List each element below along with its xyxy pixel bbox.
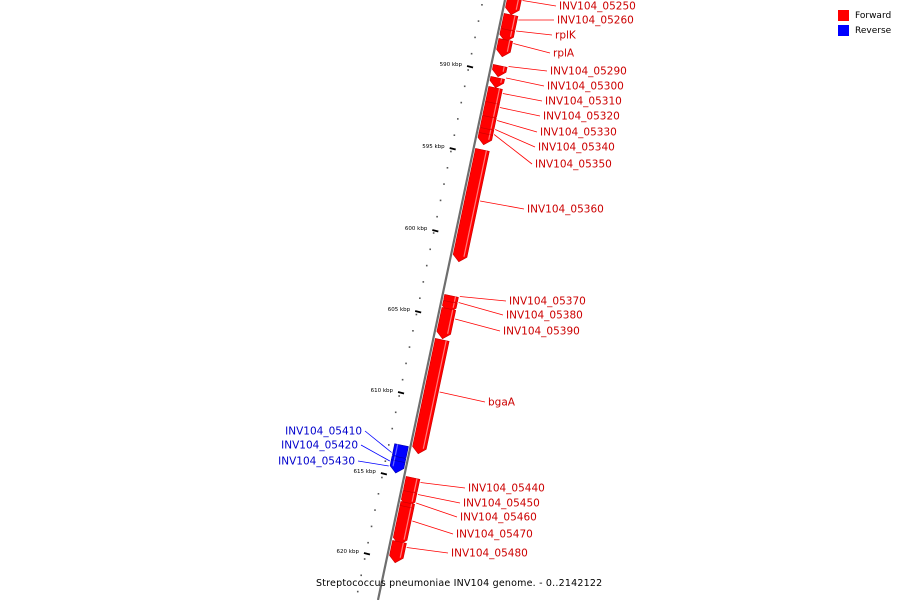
gene-label-INV104_05330[interactable]: INV104_05330	[540, 126, 617, 139]
gene-label-INV104_05460[interactable]: INV104_05460	[460, 511, 537, 524]
gene-arrow-bgaA[interactable]	[413, 338, 450, 453]
reverse-swatch	[838, 25, 849, 36]
leader-line	[460, 297, 506, 302]
gene-features	[387, 0, 522, 563]
leader-line	[418, 495, 460, 504]
gene-arrow-INV104_05300[interactable]	[490, 76, 505, 87]
gene-label-rplA[interactable]: rplA	[553, 47, 575, 60]
gene-label-INV104_05250[interactable]: INV104_05250	[559, 0, 636, 13]
minor-tick	[412, 330, 414, 332]
leader-line	[513, 44, 550, 54]
leader-line	[503, 94, 542, 102]
gene-arrow-INV104_05290[interactable]	[492, 64, 507, 76]
tick-label: 610 kbp	[370, 388, 394, 394]
leader-line	[523, 1, 556, 7]
legend-forward-label: Forward	[855, 10, 892, 21]
minor-tick	[454, 134, 456, 136]
minor-tick	[357, 591, 359, 593]
minor-tick	[371, 526, 373, 528]
genome-backbone	[378, 0, 505, 600]
leader-line	[407, 548, 448, 554]
legend-forward	[838, 8, 891, 23]
minor-tick	[478, 20, 480, 22]
legend-reverse-label: Reverse	[855, 25, 892, 36]
minor-tick	[443, 183, 445, 185]
legend	[838, 8, 891, 38]
minor-tick	[405, 363, 407, 365]
gene-label-INV104_05480[interactable]: INV104_05480	[451, 547, 528, 560]
tick-mark	[432, 230, 438, 232]
minor-tick	[433, 232, 435, 234]
gene-label-INV104_05300[interactable]: INV104_05300	[547, 80, 624, 93]
leader-line	[516, 31, 552, 35]
minor-tick	[395, 412, 397, 414]
tick-mark	[450, 148, 456, 150]
tick-label: 620 kbp	[336, 549, 359, 555]
tick-mark	[364, 553, 370, 555]
minor-tick	[481, 4, 483, 6]
gene-arrow-rplA[interactable]	[497, 38, 513, 56]
gene-label-INV104_05350[interactable]: INV104_05350	[535, 158, 612, 171]
minor-tick	[374, 509, 376, 511]
leader-line	[358, 461, 389, 466]
gene-arrow-INV104_05250[interactable]	[506, 0, 522, 15]
gene-arrow-INV104_05480[interactable]	[390, 540, 407, 562]
minor-tick	[378, 493, 380, 495]
minor-tick	[426, 265, 428, 267]
minor-tick	[360, 575, 362, 577]
gene-label-INV104_05310[interactable]: INV104_05310	[545, 95, 622, 108]
minor-tick	[409, 346, 411, 348]
minor-tick	[450, 151, 452, 153]
tick-mark	[398, 392, 404, 394]
gene-label-INV104_05290[interactable]: INV104_05290	[550, 65, 627, 78]
gene-label-INV104_05410[interactable]: INV104_05410	[285, 425, 362, 438]
legend-reverse	[838, 23, 891, 38]
minor-tick	[440, 200, 442, 202]
leader-line	[416, 503, 457, 517]
minor-tick	[385, 460, 387, 462]
leader-line	[420, 483, 465, 489]
leader-line	[480, 201, 524, 209]
leader-line	[495, 130, 535, 148]
backbone-line	[378, 0, 505, 600]
minor-tick	[367, 542, 369, 544]
minor-tick	[460, 102, 462, 104]
gene-shade	[501, 79, 502, 83]
tick-label: 595 kbp	[422, 144, 445, 150]
tick-label: 615 kbp	[353, 469, 376, 475]
leader-line	[455, 319, 500, 331]
gene-label-INV104_05340[interactable]: INV104_05340	[538, 141, 615, 154]
gene-label-bgaA[interactable]: bgaA	[488, 396, 515, 409]
gene-shade	[394, 456, 395, 460]
minor-tick	[447, 167, 449, 169]
genome-caption: Streptococcus pneumoniae INV104 genome. - 0..2142122	[316, 578, 603, 589]
minor-tick	[391, 428, 393, 430]
minor-tick	[364, 558, 366, 560]
gene-label-rplK[interactable]: rplK	[555, 29, 576, 42]
minor-tick	[402, 379, 404, 381]
tick-label: 605 kbp	[387, 307, 411, 313]
tick-mark	[381, 473, 387, 475]
tick-label: 600 kbp	[404, 226, 428, 232]
gene-label-INV104_05360[interactable]: INV104_05360	[527, 203, 604, 216]
gene-label-INV104_05450[interactable]: INV104_05450	[463, 497, 540, 510]
tick-mark	[467, 66, 473, 68]
gene-label-INV104_05420[interactable]: INV104_05420	[281, 439, 358, 452]
minor-tick	[467, 69, 469, 71]
minor-tick	[419, 297, 421, 299]
minor-tick	[457, 118, 459, 120]
leader-line	[494, 135, 532, 165]
leader-line	[506, 78, 544, 86]
gene-label-INV104_05470[interactable]: INV104_05470	[456, 528, 533, 541]
gene-label-INV104_05320[interactable]: INV104_05320	[543, 110, 620, 123]
gene-label-INV104_05390[interactable]: INV104_05390	[503, 325, 580, 338]
gene-label-INV104_05430[interactable]: INV104_05430	[278, 455, 355, 468]
gene-label-INV104_05260[interactable]: INV104_05260	[557, 14, 634, 27]
minor-tick	[398, 395, 400, 397]
gene-label-INV104_05370[interactable]: INV104_05370	[509, 295, 586, 308]
leader-line	[500, 108, 540, 117]
minor-tick	[471, 53, 473, 55]
minor-tick	[436, 216, 438, 218]
minor-tick	[464, 86, 466, 88]
gene-shade	[411, 504, 412, 508]
minor-tick	[429, 249, 431, 251]
gene-label-INV104_05440[interactable]: INV104_05440	[468, 482, 545, 495]
leader-line	[459, 303, 503, 316]
minor-tick	[381, 477, 383, 479]
minor-tick	[416, 314, 418, 316]
minor-tick	[423, 281, 425, 283]
leader-line	[497, 121, 537, 133]
leader-line	[509, 67, 547, 72]
gene-labels	[278, 1, 636, 560]
minor-tick	[388, 444, 390, 446]
gene-label-INV104_05380[interactable]: INV104_05380	[506, 309, 583, 322]
forward-swatch	[838, 10, 849, 21]
minor-tick	[474, 37, 476, 39]
tick-mark	[415, 311, 421, 313]
tick-label: 590 kbp	[439, 62, 463, 68]
leader-line	[412, 521, 453, 534]
leader-line	[440, 392, 485, 402]
